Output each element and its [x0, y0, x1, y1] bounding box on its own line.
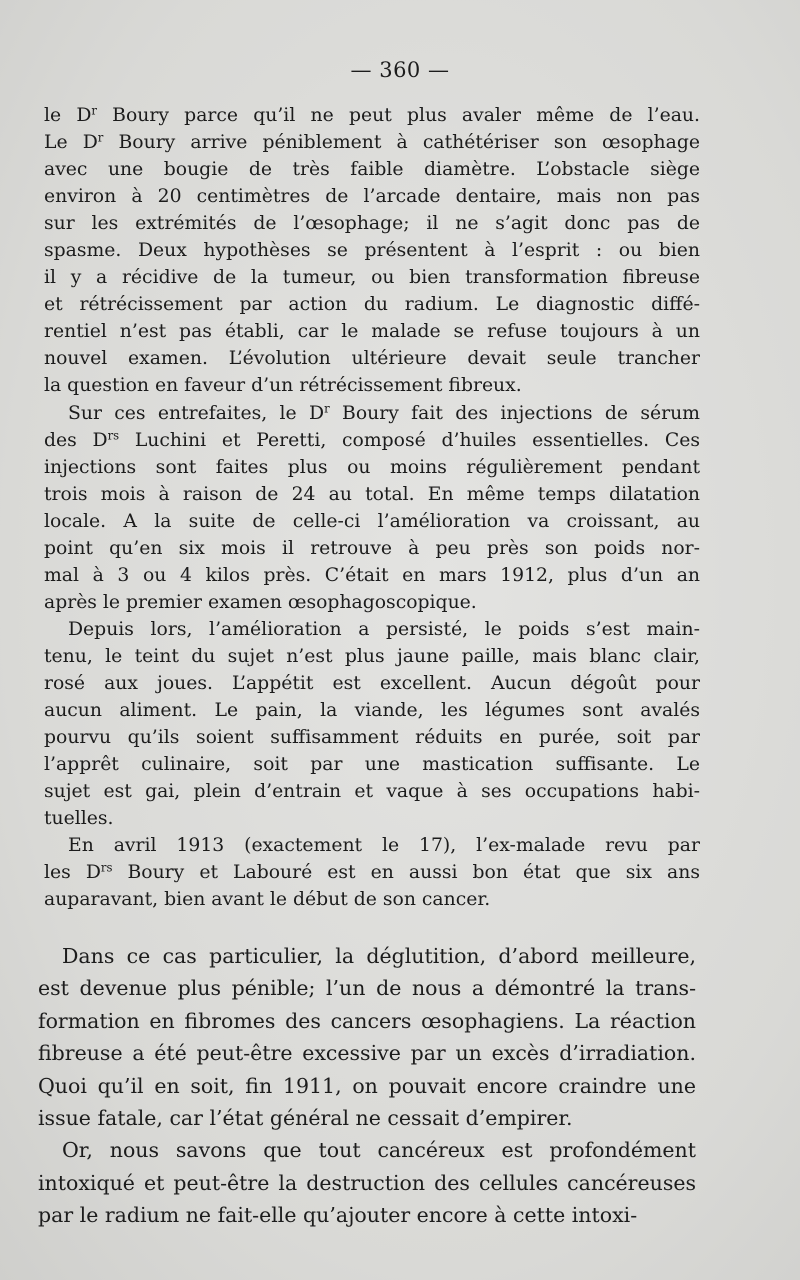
case-paragraph-3: [44, 616, 700, 832]
text-line: intoxiqué et peut-être la destruction des cellules cancéreuses: [38, 1170, 696, 1195]
text-line: des $D^{rs}$ Luchini et Peretti, composé d’huiles essentielles. Ces: [44, 428, 700, 451]
text-line: les $D^{rs}$ Boury et Labouré est en aussi bon état que six ans: [44, 860, 700, 884]
text-line: sur les extrémités de l’œsophage; il ne s’agit donc pas de: [44, 213, 700, 235]
text-line: environ à 20 centimètres de l’arcade dentaire, mais non pas: [44, 186, 700, 208]
text-line: nouvel examen. L’évolution ultérieure devait seule trancher: [44, 348, 700, 370]
text-line: tenu, le teint du sujet n’est plus jaune paille, mais blanc clair,: [44, 645, 700, 667]
text-line: Le $D^r$ Boury arrive péniblement à cathétériser son œsophage: [44, 130, 700, 154]
text-line: rentiel n’est pas établi, car le malade se refuse toujours à un: [44, 321, 700, 343]
text-line: tuelles.: [44, 808, 114, 830]
text-line: fibreuse a été peut-être excessive par un excès d’irradiation.: [38, 1041, 696, 1066]
text-line: En avril 1913 (exactement le 17), l’ex-malade revu par: [68, 835, 700, 857]
case-paragraph-4: [44, 832, 700, 913]
text-line: mal à 3 ou 4 kilos près. C’était en mars 1912, plus d’un an: [44, 564, 700, 586]
text-block-discussion: [38, 940, 696, 1232]
text-line: aucun aliment. Le pain, la viande, les légumes sont avalés: [44, 700, 700, 722]
text-line: locale. A la suite de celle-ci l’amélioration va croissant, au: [44, 510, 700, 532]
text-line: Or, nous savons que tout cancéreux est profondément: [62, 1138, 696, 1163]
text-line: le $D^r$ Boury parce qu’il ne peut plus avaler même de l’eau.: [44, 103, 700, 126]
text-line: pourvu qu’ils soient suffisamment réduits en purée, soit par: [44, 727, 700, 749]
text-line: par le radium ne fait-elle qu’ajouter encore à cette intoxi-: [38, 1203, 638, 1228]
text-line: injections sont faites plus ou moins régulièrement pendant: [44, 456, 700, 478]
text-line: auparavant, bien avant le début de son cancer.: [44, 889, 491, 911]
text-line: rosé aux joues. L’appétit est excellent. Aucun dégoût pour: [44, 672, 700, 694]
text-line: trois mois à raison de 24 au total. En même temps dilatation: [44, 483, 700, 505]
text-line: est devenue plus pénible; l’un de nous a démontré la trans-: [38, 976, 696, 1001]
text-line: Sur ces entrefaites, le $D^r$ Boury fait des injections de sérum: [68, 401, 700, 424]
text-line: issue fatale, car l’état général ne cessait d’empirer.: [38, 1105, 573, 1130]
text-line: spasme. Deux hypothèses se présentent à l’esprit : ou bien: [44, 240, 700, 262]
text-line: Quoi qu’il en soit, fin 1911, on pouvait encore craindre une: [38, 1073, 696, 1098]
text-line: et rétrécissement par action du radium. Le diagnostic diffé-: [44, 294, 700, 316]
case-paragraph-1: [44, 102, 700, 400]
text-line: la question en faveur d’un rétrécissement fibreux.: [44, 375, 522, 397]
text-line: après le premier examen œsophagoscopique.: [44, 591, 477, 613]
page-number: — 360 —: [350, 58, 450, 82]
text-line: l’apprêt culinaire, soit par une mastication suffisante. Le: [44, 754, 700, 776]
text-block-case-report: [44, 102, 700, 913]
discussion-paragraph-1: [38, 940, 696, 1134]
text-line: sujet est gai, plein d’entrain et vaque à ses occupations habi-: [44, 781, 700, 803]
discussion-paragraph-2: [38, 1134, 696, 1231]
text-line: il y a récidive de la tumeur, ou bien transformation fibreuse: [44, 267, 700, 289]
text-line: avec une bougie de très faible diamètre. L’obstacle siège: [44, 159, 700, 181]
text-line: Depuis lors, l’amélioration a persisté, le poids s’est main-: [68, 618, 700, 640]
text-line: formation en fibromes des cancers œsophagiens. La réaction: [38, 1008, 696, 1033]
text-line: Dans ce cas particulier, la déglutition, d’abord meilleure,: [62, 944, 696, 968]
case-paragraph-2: [44, 400, 700, 616]
text-line: point qu’en six mois il retrouve à peu près son poids nor-: [44, 537, 700, 559]
